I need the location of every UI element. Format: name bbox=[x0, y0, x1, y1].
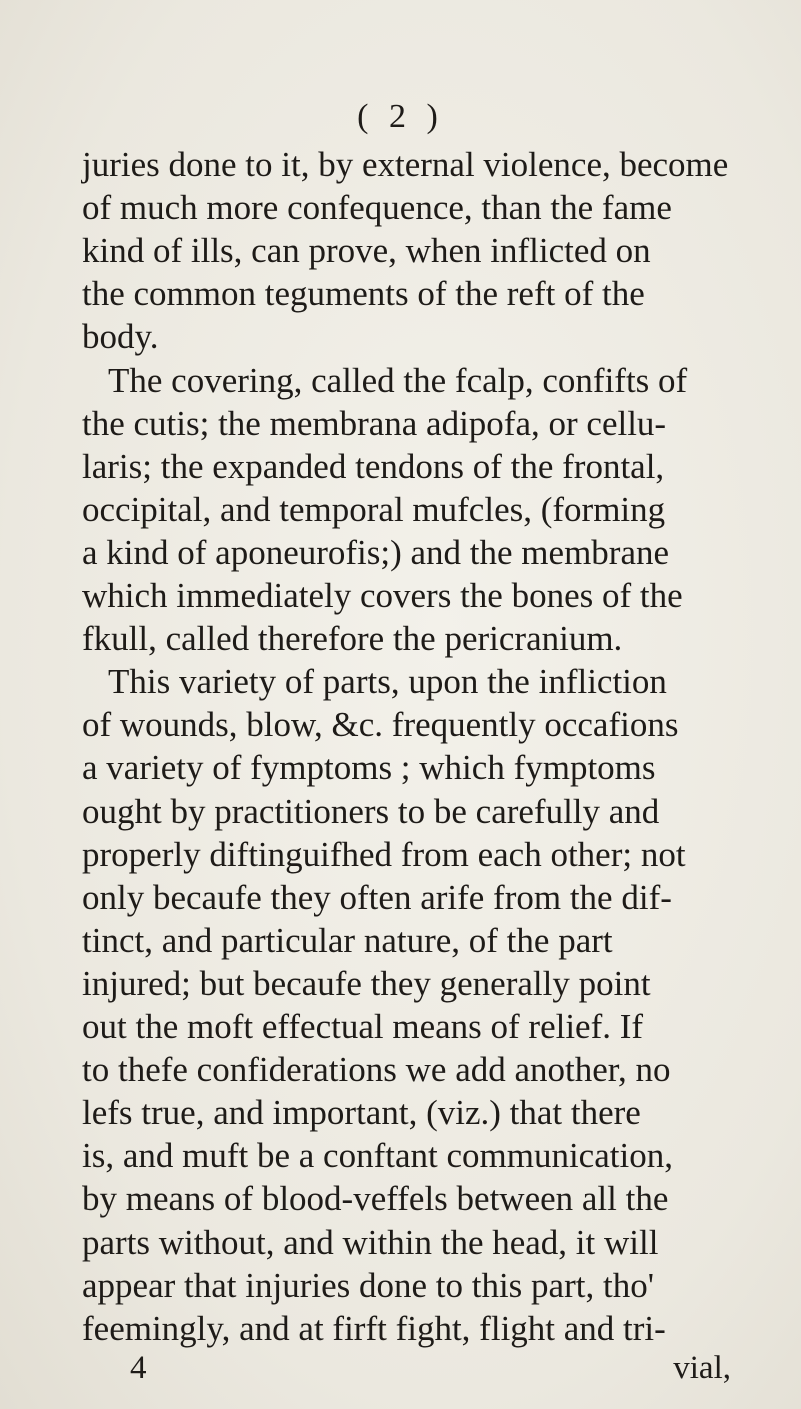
text-line: a variety of fymptoms ; which fymptoms bbox=[82, 748, 656, 788]
text-line: The covering, called the fcalp, confifts of bbox=[108, 360, 688, 400]
text-line: tinct, and particular nature, of the part bbox=[82, 920, 613, 960]
text-line: is, and muft be a conftant communication, bbox=[82, 1136, 673, 1176]
text-line: injured; but becaufe they generally point bbox=[82, 963, 651, 1003]
text-line: appear that injuries done to this part, tho' bbox=[82, 1265, 654, 1305]
text-line: of wounds, blow, &c. frequently occafions bbox=[82, 705, 679, 745]
text-line: a kind of aponeurofis;) and the membrane bbox=[82, 532, 670, 572]
text-line: This variety of parts, upon the infliction bbox=[108, 662, 667, 702]
text-line: lefs true, and important, (viz.) that there bbox=[82, 1093, 641, 1133]
text-line: the cutis; the membrana adipofa, or cellu- bbox=[82, 403, 667, 443]
footer-row bbox=[0, 1350, 801, 1390]
text-line: by means of blood-veffels between all the bbox=[82, 1179, 669, 1219]
text-line: out the moft effectual means of relief. If bbox=[82, 1007, 644, 1046]
text-line: only becaufe they often arife from the dif- bbox=[82, 877, 672, 917]
text-line: laris; the expanded tendons of the frontal, bbox=[82, 446, 665, 486]
text-line: feemingly, and at firft fight, flight and tri- bbox=[82, 1308, 666, 1348]
text-line: kind of ills, can prove, when inflicted on bbox=[82, 231, 651, 271]
text-line: body. bbox=[82, 317, 159, 357]
text-line: of much more confequence, than the fame bbox=[82, 188, 672, 228]
text-line: which immediately covers the bones of the bbox=[82, 576, 683, 615]
text-line: properly diftinguifhed from each other; not bbox=[82, 834, 686, 874]
text-line: juries done to it, by external violence, become bbox=[82, 145, 729, 184]
signature-mark: 4 bbox=[130, 1349, 147, 1386]
text-line: occipital, and temporal mufcles, (forming bbox=[82, 489, 666, 529]
text-line: the common teguments of the reft of the bbox=[82, 274, 645, 314]
text-line: fkull, called therefore the pericranium. bbox=[82, 619, 623, 659]
text-line: to thefe confiderations we add another, no bbox=[82, 1050, 671, 1090]
text-line: parts without, and within the head, it will bbox=[82, 1222, 659, 1262]
text-line: ought by practitioners to be carefully and bbox=[82, 791, 660, 831]
page-number: ( 2 ) bbox=[357, 98, 444, 135]
catchword: vial, bbox=[673, 1349, 731, 1386]
